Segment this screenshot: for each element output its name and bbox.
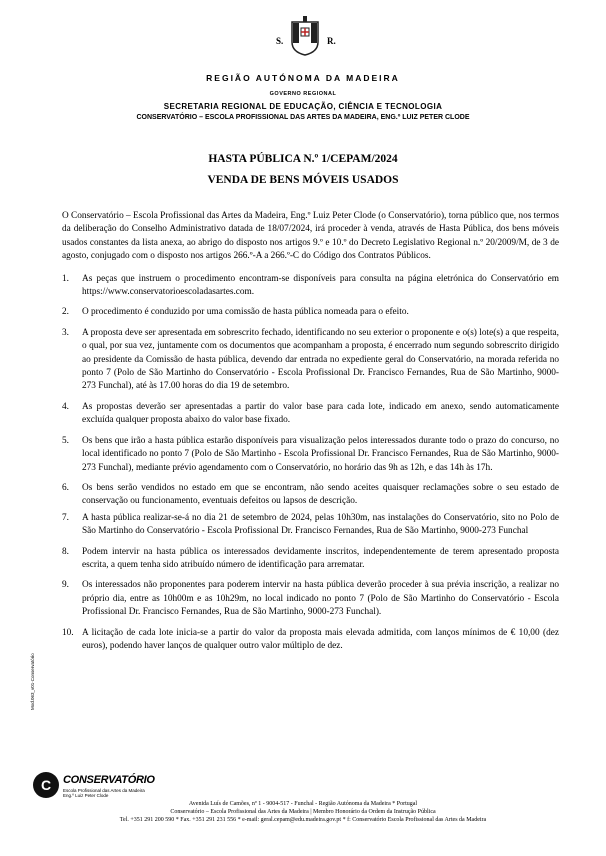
list-item bbox=[62, 482, 559, 509]
logo-mark-icon: C bbox=[33, 772, 59, 798]
item-number: 1. bbox=[62, 273, 69, 284]
item-text: O procedimento é conduzido por uma comissão de hasta pública nomeada para o efeito. bbox=[82, 307, 409, 318]
footer-membership: Conservatório – Escola Profissional das Artes da Madeira | Membro Honorário da Ordem da Instrução Pública bbox=[170, 809, 436, 815]
item-text: A proposta deve ser apresentada em sobrescrito fechado, identificando no seu exterior o proponente e o(s) lote(s) a que respeita, o qual, por sua vez, juntamente com os documentos que acompanham a proposta, é encerrado num segundo sobrescrito dirigido ao presidente da Comissão de hasta pública, devendo dar entrada no expediente geral do Conservatório, na morada referida no ponto 7 (Polo de São Martinho do Conservatório - Escola Profissional Dr. Francisco Fernandes, Rua de São Martinho, 9000-273 Funchal), até às 17.00 horas do dia 19 de setembro. bbox=[82, 327, 559, 392]
item-text: Os bens serão vendidos no estado em que se encontram, não sendo aceites quaisquer reclamações sobre o seu estado de conservação ou funcionamento, eventuais defeitos ou lapsos de descrição. bbox=[82, 482, 559, 507]
logo-subtitle-line1: Escola Profissional das Artes da Madeira bbox=[63, 788, 145, 793]
item-text: Os bens que irão a hasta pública estarão disponíveis para visualização pelos interessados durante todo o prazo do concurso, no local identificado no ponto 7 (Polo de São Martinho - Escola Profissional Dr. Francisco Fernandes, Rua de São Martinho, 9000-273 Funchal), mediante prévio agendamento com o Conservatório, no horário das 9h as 12h, e das 14h às 17h. bbox=[82, 435, 559, 473]
list-item bbox=[62, 435, 559, 475]
item-number: 6. bbox=[62, 482, 69, 493]
document-title: HASTA PÚBLICA N.º 1/CEPAM/2024 bbox=[208, 153, 398, 165]
region-name: REGIÃO AUTÓNOMA DA MADEIRA bbox=[206, 73, 400, 83]
item-number: 10. bbox=[62, 627, 74, 638]
intro-paragraph: O Conservatório – Escola Profissional das Artes da Madeira, Eng.º Luiz Peter Clode (o Conservatório), torna público que, nos termos da deliberação do Conselho Administrativo datada de 18/07/2024, irá proceder à venda, através de Hasta Pública, dos bens móveis usados constantes da lista anexa, ao abrigo do disposto nos artigos 9.º e 10.º do Decreto Legislativo Regional n.º 20/2009/M, de 3 de agosto, conjugado com o disposto nos artigos 266.º-A a 266.º-C do Código dos Contratos Públicos. bbox=[62, 211, 559, 262]
item-text: As peças que instruem o procedimento encontram-se disponíveis para consulta na página eletrónica do Conservatório em https://www.conservatorioescoladasartes.com. bbox=[82, 273, 559, 298]
government-name: GOVERNO REGIONAL bbox=[269, 91, 337, 97]
list-item bbox=[62, 579, 559, 619]
list-item bbox=[62, 546, 559, 573]
item-text: Os interessados não proponentes para poderem intervir na hasta pública deverão proceder à sua prévia inscrição, a realizar no próprio dia, entre as 10h00m e as 10h29m, no local indicado no ponto 7 (Polo de São Martinho do Conservatório - Escola Profissional Dr. Francisco Fernandes, Rua de São Martinho, 9000-273 Funchal). bbox=[82, 580, 559, 618]
item-number: 8. bbox=[62, 546, 69, 557]
list-item bbox=[62, 512, 559, 539]
list-item bbox=[62, 327, 559, 394]
crest-left-text: S. bbox=[276, 36, 284, 46]
terms-list bbox=[62, 273, 559, 654]
list-item bbox=[62, 627, 559, 654]
item-text: Podem intervir na hasta pública os interessados devidamente inscritos, independentemente de terem apresentado proposta escrita, a quem tenha sido atribuído número de identificação para arrematar. bbox=[82, 546, 559, 570]
logo-subtitle-line2: Eng.º Luiz Peter Clode bbox=[63, 793, 109, 798]
crest-right-text: R. bbox=[327, 36, 336, 46]
item-number: 2. bbox=[62, 307, 69, 318]
item-number: 3. bbox=[62, 327, 69, 338]
logo-name: CONSERVATÓRIO bbox=[63, 774, 155, 786]
list-item bbox=[62, 273, 559, 300]
secretariat-name: SECRETARIA REGIONAL DE EDUCAÇÃO, CIÊNCIA E TECNOLOGIA bbox=[163, 102, 443, 111]
list-item bbox=[62, 401, 559, 428]
list-item bbox=[62, 306, 559, 319]
footer-contacts: Tel. +351 291 200 590 * Fax. +351 291 231 556 * e-mail: geral.cepam@edu.madeira.gov.pt * f: Conservatório Escola Profissional das Artes da Madeira bbox=[119, 817, 487, 823]
form-code: Mod.063_v01-Conservatório bbox=[30, 653, 35, 710]
item-number: 5. bbox=[62, 435, 69, 446]
item-number: 7. bbox=[62, 512, 69, 523]
item-text: As propostas deverão ser apresentadas a partir do valor base para cada lote, indicado em anexo, sendo automaticamente excluída qualquer proposta abaixo do valor base fixado. bbox=[82, 401, 559, 426]
footer-address: Avenida Luís de Camões, nº 1 - 9004-517 - Funchal - Região Autónoma da Madeira * Portugal bbox=[188, 801, 418, 807]
item-number: 9. bbox=[62, 580, 69, 591]
item-text: A hasta pública realizar-se-á no dia 21 de setembro de 2024, pelas 10h30m, nas instalações do Conservatório, sito no Polo de São Martinho do Conservatório - Escola Profissional Dr. Francisco Fernandes, Rua de São Martinho, 9000-273 Funchal bbox=[82, 512, 559, 537]
shield-icon bbox=[290, 16, 320, 56]
logo-subtitle bbox=[63, 788, 153, 798]
coat-of-arms bbox=[270, 14, 340, 66]
item-text: A licitação de cada lote inicia-se a partir do valor da proposta mais elevada admitida, com lanços mínimos de € 10,00 (dez euros), podendo haver lanços de qualquer outro valor múltiplo de dez. bbox=[82, 627, 559, 651]
item-number: 4. bbox=[62, 401, 69, 412]
conservatory-name: CONSERVATÓRIO – ESCOLA PROFISSIONAL DAS ARTES DA MADEIRA, ENG.º LUIZ PETER CLODE bbox=[136, 114, 470, 121]
document-subtitle: VENDA DE BENS MÓVEIS USADOS bbox=[207, 174, 399, 186]
document-body bbox=[62, 210, 559, 660]
